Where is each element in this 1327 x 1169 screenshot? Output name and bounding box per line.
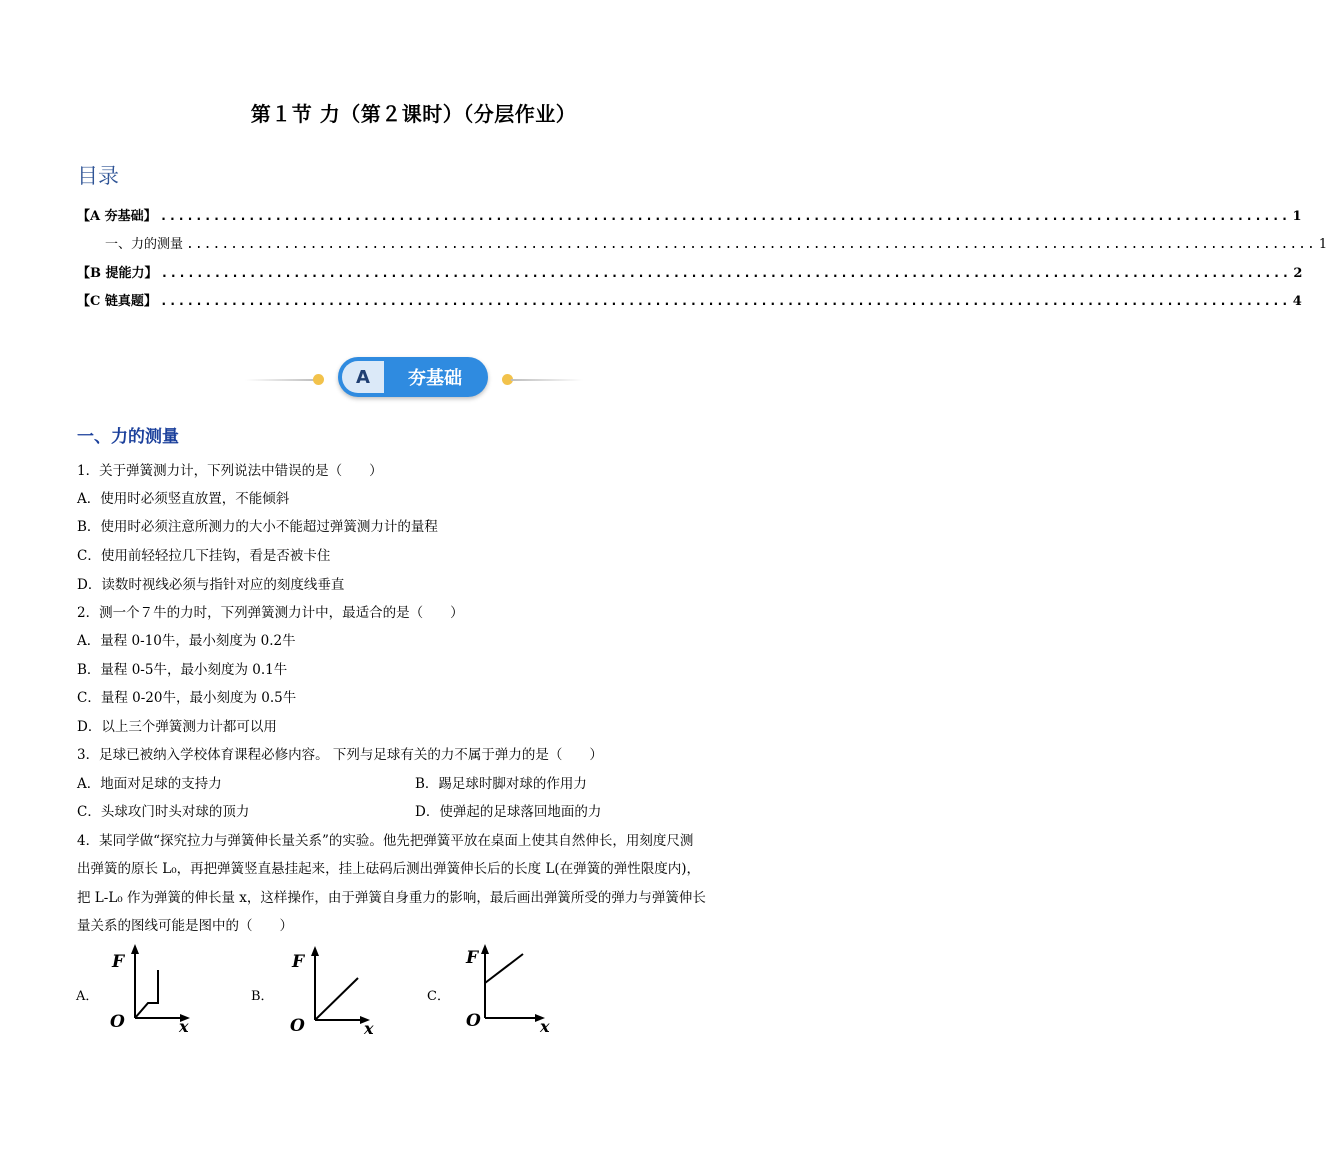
figure-b-origin-label: O: [290, 1016, 305, 1036]
figure-a-graph: [100, 940, 200, 1035]
toc-entry-page: 4: [1292, 294, 1302, 309]
figure-b-label: B．: [251, 989, 274, 1004]
toc-entry-label: 【A 夯基础】: [77, 209, 157, 224]
figure-a-label: A．: [76, 989, 99, 1004]
figure-c-y-label: F: [466, 948, 479, 968]
question-1-option-b: B．使用时必须注意所测力的大小不能超过弹簧测力计的量程: [77, 519, 438, 535]
question-1-option-a: A．使用时必须竖直放置，不能倾斜: [77, 491, 290, 507]
banner-left-dot: [313, 374, 324, 385]
figure-c-label: C．: [427, 989, 450, 1004]
toc-entry-c[interactable]: [77, 287, 1302, 309]
toc-entry-label: 【B 提能力】: [77, 266, 158, 281]
question-3-stem: 3．足球已被纳入学校体育课程必修内容。 下列与足球有关的力不属于弹力的是（ ）: [77, 747, 603, 763]
question-3-option-d: D．使弹起的足球落回地面的力: [415, 804, 602, 820]
question-3-option-b: B．踢足球时脚对球的作用力: [415, 776, 587, 792]
toc-entry-a[interactable]: [77, 202, 1302, 224]
banner-right-line: [511, 379, 583, 381]
toc-entry-measure[interactable]: [105, 230, 1327, 252]
toc-leader-dots: ................................................................................................................................: [160, 266, 1291, 281]
question-2-stem: 2．测一个７牛的力时，下列弹簧测力计中，最适合的是（ ）: [77, 605, 464, 621]
question-1-stem: 1．关于弹簧测力计，下列说法中错误的是（ ）: [77, 463, 383, 479]
toc-leader-dots: ................................................................................................................................: [159, 294, 1290, 309]
question-2-option-c: C．量程 0-20牛，最小刻度为 0.5牛: [77, 690, 297, 706]
banner-text: 夯基础: [408, 368, 462, 389]
toc-entry-label: 【C 链真题】: [77, 294, 157, 309]
figure-b-graph: [280, 940, 380, 1038]
toc-entry-page: 2: [1293, 266, 1303, 281]
figure-c-graph: [450, 938, 560, 1036]
question-4-line-3: 把 L-L₀ 作为弹簧的伸长量 x，这样操作，由于弹簧自身重力的影响，最后画出弹簧所受的弹力与弹簧伸长: [77, 890, 706, 906]
question-1-option-d: D．读数时视线必须与指针对应的刻度线垂直: [77, 577, 345, 593]
figure-a-origin-label: O: [110, 1012, 125, 1032]
question-2-option-b: B．量程 0-5牛，最小刻度为 0.1牛: [77, 662, 288, 678]
toc-entry-page: 1: [1292, 209, 1302, 224]
question-2-option-a: A．量程 0-10牛，最小刻度为 0.2牛: [77, 633, 296, 649]
question-3-option-a: A．地面对足球的支持力: [77, 776, 222, 792]
section-banner: [338, 357, 488, 397]
question-4-line-2: 出弹簧的原长 L₀，再把弹簧竖直悬挂起来，挂上砝码后测出弹簧伸长后的长度 L(在弹簧的弹性限度内)，: [77, 861, 700, 877]
figure-c-x-label: x: [540, 1017, 550, 1036]
toc-entry-page: 1: [1318, 237, 1327, 252]
banner-left-line: [245, 379, 317, 381]
figure-b-x-label: x: [364, 1019, 374, 1038]
toc-leader-dots: ................................................................................................................................: [186, 237, 1316, 252]
toc-entry-b[interactable]: [77, 259, 1303, 281]
section-heading: 一、力的测量: [77, 427, 179, 447]
figure-c-origin-label: O: [466, 1011, 481, 1031]
question-4-line-1: 4．某同学做“探究拉力与弹簧伸长量关系”的实验。他先把弹簧平放在桌面上使其自然伸长，用刻度尺测: [77, 833, 694, 849]
question-4-line-4: 量关系的图线可能是图中的（ ）: [77, 918, 293, 934]
figure-a-x-label: x: [179, 1017, 189, 1036]
page-title: 第１节 力（第２课时）（分层作业）: [250, 102, 577, 126]
toc-leader-dots: ................................................................................................................................: [159, 209, 1290, 224]
toc-heading: 目录: [77, 164, 119, 188]
question-1-option-c: C．使用前轻轻拉几下挂钩，看是否被卡住: [77, 548, 331, 564]
toc-entry-label: 一、力的测量: [105, 237, 184, 252]
figure-b-y-label: F: [292, 952, 305, 972]
question-2-option-d: D．以上三个弹簧测力计都可以用: [77, 719, 277, 735]
figure-a-y-label: F: [112, 952, 125, 972]
question-3-option-c: C．头球攻门时头对球的顶力: [77, 804, 250, 820]
banner-letter: A: [342, 361, 384, 393]
